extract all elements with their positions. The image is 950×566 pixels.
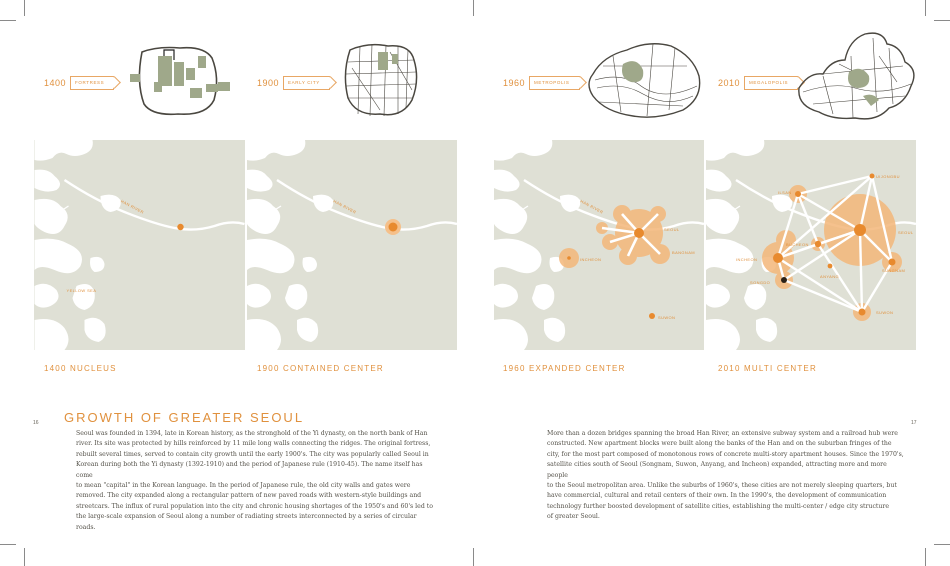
songdo-label: SONGDO (750, 280, 771, 285)
early-city-outline-drawing (340, 40, 420, 120)
uijeongbu-label: UIJONGBU (876, 174, 900, 179)
incheon-label: INCHEON (580, 257, 602, 262)
text-line: river. Its site was protected by hills reinforced by 11 mile long walls connecting the ridges. The original fortress, (76, 440, 431, 448)
megalopolis-outline-drawing (793, 26, 923, 124)
text-line: removed. The city expanded along a rectangular pattern of new paved roads with western-style buildings and (76, 492, 422, 500)
crop-mark (925, 0, 926, 16)
seoul-label: SEOUL (664, 227, 680, 232)
text-line: More than a dozen bridges spanning the broad Han River, an extensive subway system and a railroad hub were (547, 430, 898, 437)
seoul-label: SEOUL (898, 230, 914, 235)
crop-mark (473, 0, 474, 16)
crop-mark (934, 544, 950, 545)
text-line: technology further boosted development of satellite cities, establishing the multi-center / edge city structure (547, 502, 890, 510)
body-text-right (547, 429, 907, 523)
page-number-right: 17 (911, 420, 917, 426)
text-line: of greater Seoul. (547, 513, 600, 521)
text-line: to the Seoul metropolitan area. Unlike the suburbs of 1960's, these cities are not merely sleeping quarters, but (547, 482, 897, 490)
crop-mark (0, 20, 16, 21)
sungnam-label: SUNGNAM (882, 268, 906, 273)
page-number-left: 16 (33, 420, 39, 426)
timeline-tag: FORTRESS (70, 76, 114, 90)
map-1960-expanded-center (494, 140, 704, 350)
crop-mark (0, 544, 16, 545)
text-line: Seoul was founded in 1394, late in Korean history, as the stronghold of the Yi dynasty, on the north bank of Han (76, 430, 428, 437)
crop-mark (934, 20, 950, 21)
map-2010-multi-center (706, 140, 916, 350)
text-line: Korean during both the Yi dynasty (1392-1910) and the period of Japanese rule (1910-45). The name itself has come (76, 461, 423, 479)
text-line: to mean "capital" in the Korean language. In the period of Japanese rule, the old city walls and gates were (76, 482, 411, 490)
text-line: streetcars. The influx of rural population into the city and chronic housing shortages of the 1950's and 60's led to (76, 502, 433, 510)
timeline-label-1900: 1900 EARLY CITY (257, 76, 330, 90)
caption-1400: 1400 NUCLEUS (44, 364, 117, 373)
map-1900-contained-center (247, 140, 457, 350)
caption-1900: 1900 CONTAINED CENTER (257, 364, 384, 373)
crop-mark (473, 548, 474, 566)
timeline-tag: MEGALOPOLIS (744, 76, 798, 90)
page-title: GROWTH OF GREATER SEOUL (64, 410, 305, 425)
text-line: satellite cities south of Seoul (Songnam, Suwon, Anyang, and Incheon) expanded, attracting more and more people (547, 461, 887, 479)
crop-mark (24, 548, 25, 566)
timeline-tag: EARLY CITY (283, 76, 330, 90)
crop-mark (925, 548, 926, 566)
suwon-label: SUWON (658, 315, 676, 320)
incheon-label: INCHEON (736, 257, 758, 262)
anyang-label: ANYANG (820, 274, 839, 279)
han-river-label: HAN RIVER (332, 198, 358, 215)
timeline-label-1960: 1960 METROPOLIS (503, 76, 580, 90)
suwon-label: SUWON (876, 310, 894, 315)
ilsan-label: ILSAN (778, 190, 792, 195)
crop-mark (24, 0, 25, 16)
timeline-label-1400: 1400 FORTRESS (44, 76, 114, 90)
yellow-sea-label: YELLOW SEA (66, 288, 97, 293)
map-1400-nucleus (34, 140, 245, 350)
text-line: constructed. New apartment blocks were built along the banks of the Han and on the suburban fringes of the (547, 440, 892, 448)
text-line: rebuilt several times, served to contain city growth until the early 1900's. The city was popularly called Seoul in (76, 450, 429, 458)
text-line: have commercial, cultural and retail centers of their own. In the 1990's, the development of communication (547, 492, 887, 500)
caption-1960: 1960 EXPANDED CENTER (503, 364, 626, 373)
fortress-outline-drawing (128, 42, 233, 122)
han-river-label: HAN RIVER (120, 198, 145, 215)
bucheon-label: BUCHEON (786, 242, 809, 247)
timeline-tag: METROPOLIS (529, 76, 580, 90)
bangnam-label: BANGNAM (672, 250, 696, 255)
metropolis-outline-drawing (583, 36, 705, 122)
han-river-label: HAN RIVER (579, 198, 605, 215)
text-line: city, for the most part composed of monotonous rows of concrete multi-story apartment houses. Since the 1970's, (547, 450, 904, 458)
body-text-left (76, 429, 436, 533)
text-line: the large-scale expansion of Seoul along a number of radiating streets interconnected by a series of circular roads. (76, 513, 417, 531)
caption-2010: 2010 MULTI CENTER (718, 364, 817, 373)
timeline-label-2010: 2010 MEGALOPOLIS (718, 76, 798, 90)
